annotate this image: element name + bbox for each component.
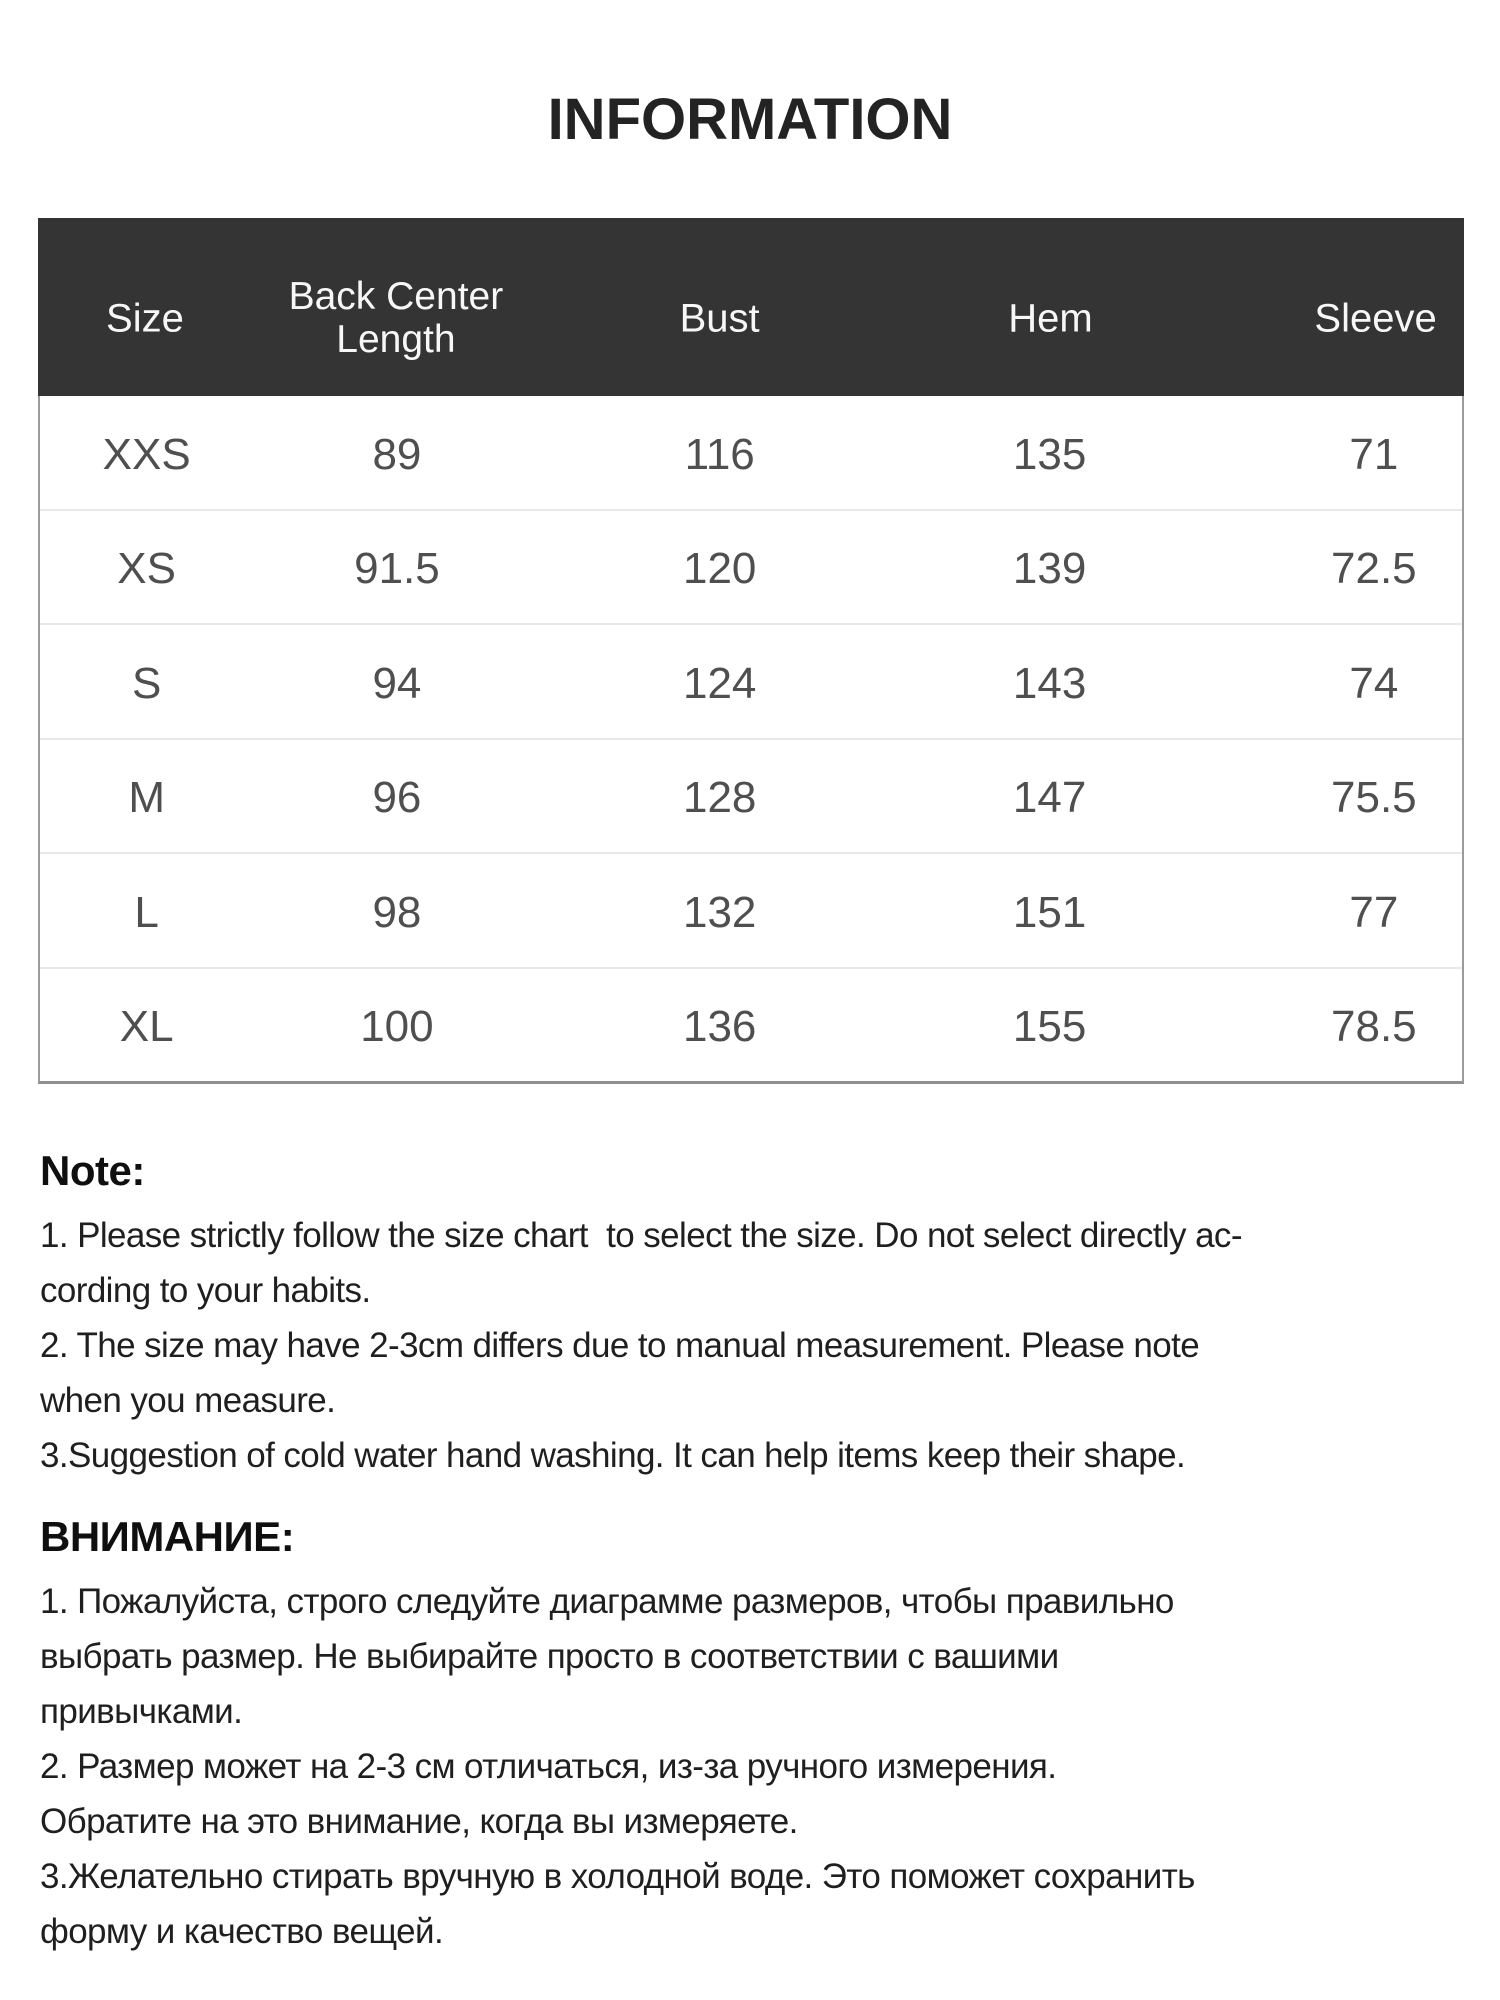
- cell-hem: 147: [1012, 773, 1087, 822]
- cell-length: 98: [372, 887, 422, 937]
- note-line: выбрать размер. Не выбирайте просто в соответствии с вашими: [40, 1637, 1059, 1676]
- cell-bust: 132: [682, 887, 757, 937]
- header-back-center-length: Back Center Length: [288, 275, 504, 362]
- cell-sleeve: 75.5: [1331, 773, 1417, 822]
- cell-size: S: [131, 658, 162, 708]
- cell-length: 94: [372, 658, 422, 708]
- cell-size: M: [128, 773, 165, 822]
- note-line: Обратите на это внимание, когда вы измеряете.: [40, 1802, 798, 1841]
- cell-sleeve: 77: [1349, 887, 1399, 937]
- table-row-l: [40, 854, 1462, 969]
- note-section-english: [40, 1146, 1470, 1483]
- cell-bust: 136: [682, 1001, 757, 1051]
- cell-hem: 155: [1012, 1001, 1087, 1051]
- header-size: Size: [106, 296, 184, 341]
- note-line: форму и качество вещей.: [40, 1912, 444, 1951]
- cell-length: 100: [360, 1001, 434, 1051]
- size-table: [38, 218, 1464, 1084]
- cell-bust: 120: [682, 544, 757, 593]
- note-heading-russian: ВНИМАНИЕ:: [40, 1513, 295, 1560]
- cell-size: XS: [117, 544, 176, 593]
- cell-bust: 116: [684, 429, 755, 479]
- cell-hem: 151: [1012, 887, 1087, 937]
- table-row-m: [40, 740, 1462, 855]
- cell-length: 96: [372, 773, 422, 822]
- cell-size: L: [134, 887, 159, 937]
- cell-length: 91.5: [354, 544, 440, 593]
- cell-hem: 135: [1012, 429, 1087, 479]
- note-heading-english: Note:: [40, 1147, 145, 1194]
- page-title: INFORMATION: [547, 87, 953, 152]
- note-line: 1. Пожалуйста, строго следуйте диаграмме размеров, чтобы правильно: [40, 1582, 1174, 1621]
- cell-sleeve: 71: [1349, 429, 1399, 479]
- note-line: 3.Желательно стирать вручную в холодной воде. Это поможет сохранить: [40, 1857, 1195, 1896]
- cell-sleeve: 72.5: [1331, 544, 1417, 593]
- cell-sleeve: 74: [1349, 658, 1399, 708]
- note-line: 2. Размер может на 2-3 см отличаться, из-за ручного измерения.: [40, 1747, 1057, 1786]
- cell-bust: 128: [682, 773, 757, 822]
- cell-length: 89: [372, 429, 422, 479]
- table-row-xs: [40, 511, 1462, 626]
- cell-size: XL: [119, 1001, 174, 1051]
- note-line: cording to your habits.: [40, 1271, 371, 1310]
- table-body: [38, 396, 1464, 1084]
- table-header-row: [38, 218, 1464, 396]
- cell-size: XXS: [102, 429, 191, 479]
- note-line: 3.Suggestion of cold water hand washing. It can help items keep their shape.: [40, 1436, 1186, 1475]
- table-row-xxs: [40, 396, 1462, 511]
- header-bust: Bust: [679, 296, 760, 341]
- cell-hem: 143: [1012, 658, 1087, 708]
- header-sleeve: Sleeve: [1314, 296, 1437, 341]
- table-row-s: [40, 625, 1462, 740]
- note-line: привычками.: [40, 1692, 243, 1731]
- cell-sleeve: 78.5: [1331, 1001, 1417, 1051]
- note-line: when you measure.: [40, 1381, 336, 1420]
- note-section-russian: [40, 1512, 1470, 1959]
- cell-hem: 139: [1012, 544, 1087, 593]
- note-line: 2. The size may have 2-3cm differs due to manual measurement. Please note: [40, 1326, 1200, 1365]
- cell-bust: 124: [682, 658, 757, 708]
- note-line: 1. Please strictly follow the size chart to select the size. Do not select directly ac-: [40, 1216, 1242, 1255]
- table-row-xl: [40, 969, 1462, 1081]
- header-hem: Hem: [1008, 296, 1093, 341]
